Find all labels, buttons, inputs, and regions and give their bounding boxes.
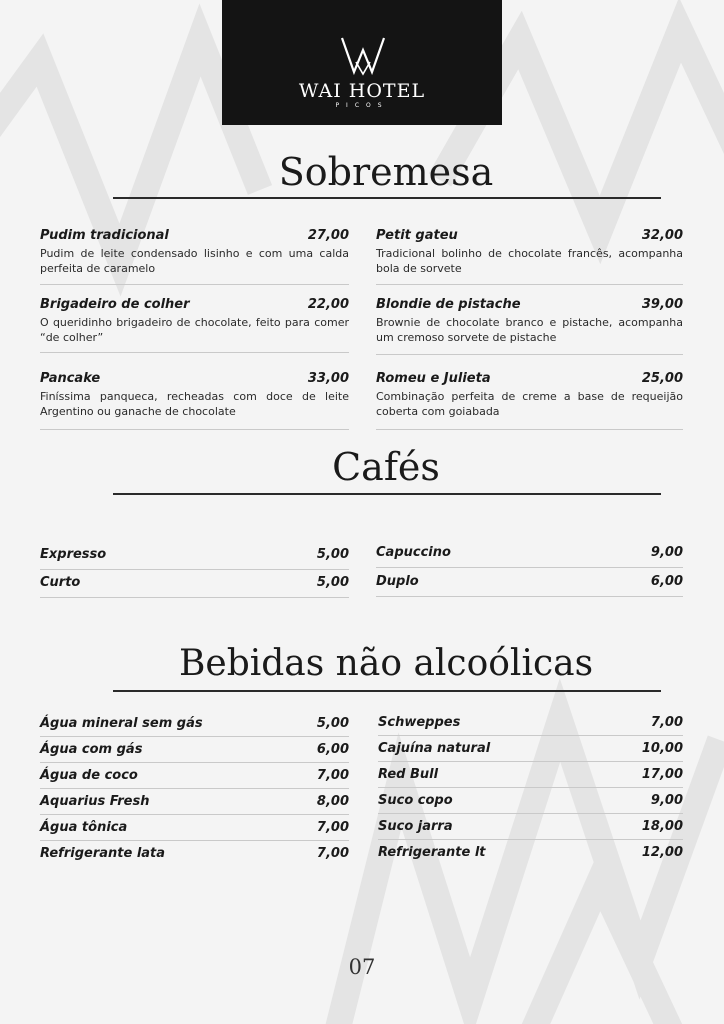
item-divider [40,788,349,789]
item-name: Aquarius Fresh [40,794,150,809]
item-divider [376,284,683,285]
item-divider [40,597,349,598]
item-description: Finíssima panqueca, recheadas com doce de leite Argentino ou ganache de chocolate [40,390,349,418]
item-price: 22,00 [307,297,349,312]
item-divider [40,736,349,737]
item-price: 18,00 [641,819,683,834]
item-price: 5,00 [316,716,349,731]
item-description: Tradicional bolinho de chocolate francês, acompanha bola de sorvete [376,247,683,275]
item-name: Refrigerante lata [40,846,166,861]
item-price: 9,00 [650,793,683,808]
item-price: 25,00 [641,371,683,386]
item-name: Schweppes [378,715,461,730]
item-name: Água com gás [40,742,143,757]
item-divider [40,284,349,285]
item-name: Curto [40,575,81,590]
menu-item [376,297,683,345]
logo-w-mark-icon [340,36,386,76]
item-price: 5,00 [316,547,349,562]
item-description: Brownie de chocolate branco e pistache, acompanha um cremoso sorvete de pistache [376,316,683,344]
item-price: 5,00 [316,575,349,590]
logo-subtitle: PICOS [335,102,389,109]
menu-item [376,371,683,419]
item-price: 17,00 [641,767,683,782]
item-divider [40,569,349,570]
item-name: Pudim tradicional [40,228,169,243]
item-divider [378,787,683,788]
item-divider [376,429,683,430]
item-price: 7,00 [316,768,349,783]
item-description: O queridinho brigadeiro de chocolate, feito para comer “de colher” [40,316,349,344]
item-price: 32,00 [641,228,683,243]
item-name: Água tônica [40,820,128,835]
item-divider [378,761,683,762]
menu-item [40,742,349,757]
item-divider [378,839,683,840]
menu-item [376,574,683,589]
item-price: 12,00 [641,845,683,860]
item-divider [376,596,683,597]
item-name: Água de coco [40,768,138,783]
section-title-bebidas: Bebidas não alcoólicas [178,643,594,684]
menu-item [378,793,683,808]
menu-item [40,371,349,419]
menu-item [40,768,349,783]
item-price: 7,00 [650,715,683,730]
item-price: 6,00 [316,742,349,757]
item-price: 7,00 [316,820,349,835]
item-name: Duplo [376,574,419,589]
section-divider [113,690,661,692]
item-name: Petit gateu [376,228,458,243]
item-divider [376,354,683,355]
logo-name: WAI HOTEL [298,80,426,102]
item-name: Blondie de pistache [376,297,521,312]
item-name: Romeu e Julieta [376,371,491,386]
item-divider [40,352,349,353]
item-divider [40,762,349,763]
item-name: Pancake [40,371,101,386]
menu-item [40,716,349,731]
item-description: Pudim de leite condensado lisinho e com uma calda perfeita de caramelo [40,247,349,275]
item-name: Água mineral sem gás [40,716,203,731]
item-description: Combinação perfeita de creme a base de requeijão coberta com goiabada [376,390,683,418]
item-divider [378,813,683,814]
menu-item [40,794,349,809]
menu-item [40,575,349,590]
menu-item [40,846,349,861]
item-price: 39,00 [641,297,683,312]
item-price: 7,00 [316,846,349,861]
page-number: 07 [348,955,376,979]
item-name: Refrigerante lt [378,845,486,860]
item-price: 6,00 [650,574,683,589]
item-price: 27,00 [307,228,349,243]
menu-item [40,820,349,835]
item-price: 33,00 [307,371,349,386]
item-divider [40,840,349,841]
section-divider [113,493,661,495]
item-price: 10,00 [641,741,683,756]
menu-item [378,819,683,834]
section-title-cafes: Cafés [332,445,440,489]
menu-item [376,228,683,276]
item-name: Capuccino [376,545,451,560]
menu-item [40,297,349,345]
section-divider [113,197,661,199]
item-name: Brigadeiro de colher [40,297,190,312]
item-name: Red Bull [378,767,439,782]
menu-item [378,715,683,730]
item-divider [376,567,683,568]
menu-item [378,741,683,756]
item-divider [40,814,349,815]
item-name: Cajuína natural [378,741,491,756]
menu-item [378,767,683,782]
item-divider [378,735,683,736]
menu-item [376,545,683,560]
item-name: Suco copo [378,793,453,808]
item-price: 8,00 [316,794,349,809]
menu-item [40,228,349,276]
menu-item [40,547,349,562]
item-price: 9,00 [650,545,683,560]
item-divider [40,429,349,430]
item-name: Suco jarra [378,819,453,834]
item-name: Expresso [40,547,107,562]
menu-item [378,845,683,860]
section-title-sobremesa: Sobremesa [278,150,494,194]
hotel-logo [222,0,502,125]
